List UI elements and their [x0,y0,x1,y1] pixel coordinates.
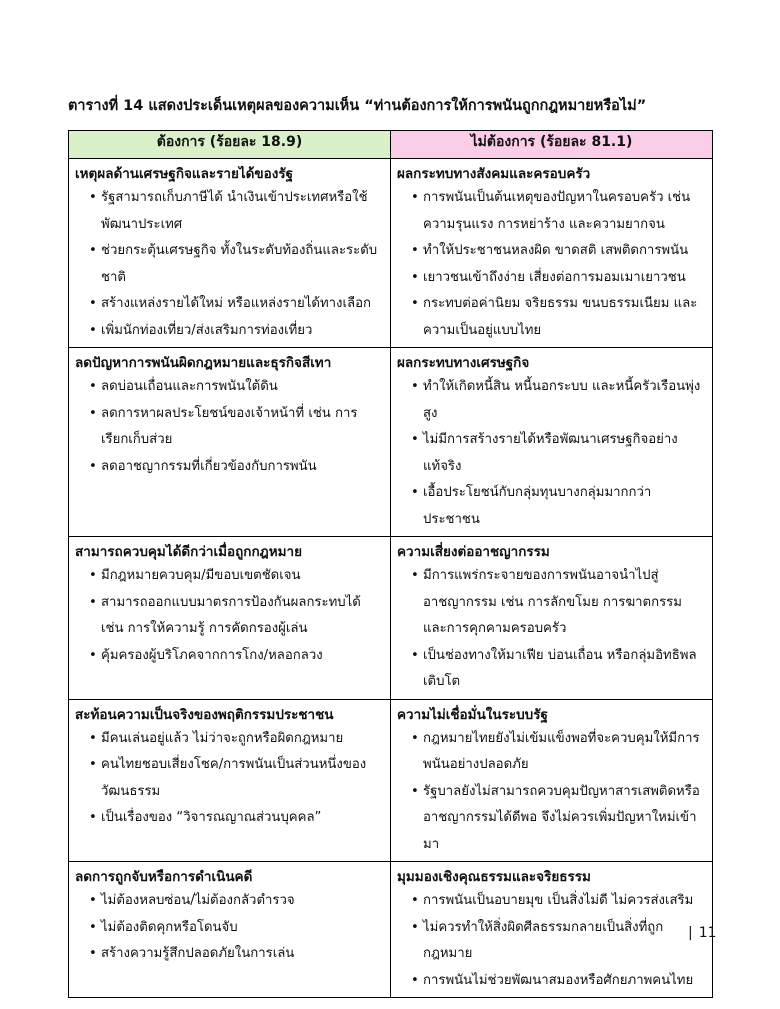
section-title: ความเสี่ยงต่ออาชญากรรม [397,544,550,560]
reason-cell-want [69,862,391,998]
list-item: • สร้างความรู้สึกปลอดภัยในการเล่น [89,941,384,968]
list-item: • ช่วยกระตุ้นเศรษฐกิจ ทั้งในระดับท้องถิ่นและระดับชาติ [89,238,384,291]
reason-cell-want [69,348,391,537]
table-body [69,159,713,998]
section-title: สะท้อนความเป็นจริงของพฤติกรรมประชาชน [75,706,334,723]
bullet-list [75,185,384,344]
list-item: • คนไทยชอบเสี่ยงโชค/การพนันเป็นส่วนหนึ่งของวัฒนธรรม [89,752,384,805]
page-footer [688,925,717,941]
list-item: • ไม่ต้องหลบซ่อน/ไม่ต้องกลัวตำรวจ [89,888,384,915]
reason-cell-not-want [391,537,713,700]
reason-cell-not-want [391,699,713,862]
page-number: 11 [698,925,717,941]
section-title: ผลกระทบทางสังคมและครอบครัว [397,166,591,182]
list-item: • เยาวชนเข้าถึงง่าย เสี่ยงต่อการมอมเมาเยาวชน [411,265,706,292]
list-item: • การพนันเป็นต้นเหตุของปัญหาในครอบครัว เช่น ความรุนแรง การหย่าร้าง และความยากจน [411,185,706,238]
list-item: • สร้างแหล่งรายได้ใหม่ หรือแหล่งรายได้ทางเลือก [89,291,384,318]
list-item: • มีการแพร่กระจายของการพนันอาจนำไปสู่อาชญากรรม เช่น การลักขโมย การฆาตกรรม และการคุกคามครอบครัว [411,563,706,643]
bullet-list [397,185,706,344]
list-item: • ทำให้ประชาชนหลงผิด ขาดสติ เสพติดการพนัน [411,238,706,265]
table-row [69,862,713,998]
bullet-list [397,726,706,859]
bullet-list [75,563,384,669]
list-item: • การพนันไม่ช่วยพัฒนาสมองหรือศักยภาพคนไทย [411,968,706,995]
column-header-want: ต้องการ (ร้อยละ 18.9) [69,131,391,159]
section-title: ลดการถูกจับหรือการดำเนินคดี [75,869,253,885]
list-item: • มีคนเล่นอยู่แล้ว ไม่ว่าจะถูกหรือผิดกฎหมาย [89,726,384,753]
reason-cell-want [69,159,391,348]
section-title: มุมมองเชิงคุณธรรมและจริยธรรม [397,869,591,885]
table-row [69,348,713,537]
reason-cell-want [69,699,391,862]
reason-cell-not-want [391,348,713,537]
section-title: สามารถควบคุมได้ดีกว่าเมื่อถูกกฎหมาย [75,544,302,560]
list-item: • ลดอาชญากรรมที่เกี่ยวข้องกับการพนัน [89,454,384,481]
list-item: • คุ้มครองผู้บริโภคจากการโกง/หลอกลวง [89,643,384,670]
reason-cell-want [69,537,391,700]
list-item: • เพิ่มนักท่องเที่ยว/ส่งเสริมการท่องเที่ยว [89,318,384,345]
bullet-list [397,374,706,533]
page-separator: | [688,925,693,941]
table-row [69,537,713,700]
bullet-list [75,888,384,968]
bullet-list [75,374,384,480]
table-caption: ตารางที่ 14 แสดงประเด็นเหตุผลของความเห็น “ท่านต้องการให้การพนันถูกกฎหมายหรือไม่” [68,98,647,114]
list-item: • มีกฎหมายควบคุม/มีขอบเขตชัดเจน [89,563,384,590]
reasons-table [68,130,713,998]
table-row [69,159,713,348]
section-title: ความไม่เชื่อมั่นในระบบรัฐ [397,706,548,723]
table-row [69,699,713,862]
list-item: • การพนันเป็นอบายมุข เป็นสิ่งไม่ดี ไม่ควรส่งเสริม [411,888,706,915]
list-item: • รัฐบาลยังไม่สามารถควบคุมปัญหาสารเสพติดหรืออาชญากรรมได้ดีพอ จึงไม่ควรเพิ่มปัญหาใหม่เข้ามา [411,779,706,859]
reason-cell-not-want [391,159,713,348]
list-item: • ไม่มีการสร้างรายได้หรือพัฒนาเศรษฐกิจอย่างแท้จริง [411,427,706,480]
bullet-list [397,563,706,696]
column-header-not-want: ไม่ต้องการ (ร้อยละ 81.1) [391,131,713,159]
list-item: • ลดบ่อนเถื่อนและการพนันใต้ดิน [89,374,384,401]
list-item: • สามารถออกแบบมาตรการป้องกันผลกระทบได้ เช่น การให้ความรู้ การคัดกรองผู้เล่น [89,590,384,643]
table-header-row [69,131,713,159]
list-item: • รัฐสามารถเก็บภาษีได้ นำเงินเข้าประเทศหรือใช้พัฒนาประเทศ [89,185,384,238]
bullet-list [397,888,706,994]
section-title: เหตุผลด้านเศรษฐกิจและรายได้ของรัฐ [75,166,294,182]
reason-cell-not-want [391,862,713,998]
section-title: ผลกระทบทางเศรษฐกิจ [397,355,530,371]
list-item: • เอื้อประโยชน์กับกลุ่มทุนบางกลุ่มมากกว่าประชาชน [411,480,706,533]
list-item: • เป็นเรื่องของ “วิจารณญาณส่วนบุคคล” [89,805,384,832]
list-item: • กระทบต่อค่านิยม จริยธรรม ขนบธรรมเนียม และความเป็นอยู่แบบไทย [411,291,706,344]
list-item: • ลดการหาผลประโยชน์ของเจ้าหน้าที่ เช่น การเรียกเก็บส่วย [89,401,384,454]
list-item: • เป็นช่องทางให้มาเฟีย บ่อนเถื่อน หรือกลุ่มอิทธิพลเติบโต [411,643,706,696]
list-item: • กฎหมายไทยยังไม่เข้มแข็งพอที่จะควบคุมให้มีการพนันอย่างปลอดภัย [411,726,706,779]
section-title: ลดปัญหาการพนันผิดกฎหมายและธุรกิจสีเทา [75,355,332,371]
list-item: • ไม่ควรทำให้สิ่งผิดศีลธรรมกลายเป็นสิ่งที่ถูกกฎหมาย [411,915,706,968]
bullet-list [75,726,384,832]
list-item: • ไม่ต้องติดคุกหรือโดนจับ [89,915,384,942]
list-item: • ทำให้เกิดหนี้สิน หนี้นอกระบบ และหนี้ครัวเรือนพุ่งสูง [411,374,706,427]
